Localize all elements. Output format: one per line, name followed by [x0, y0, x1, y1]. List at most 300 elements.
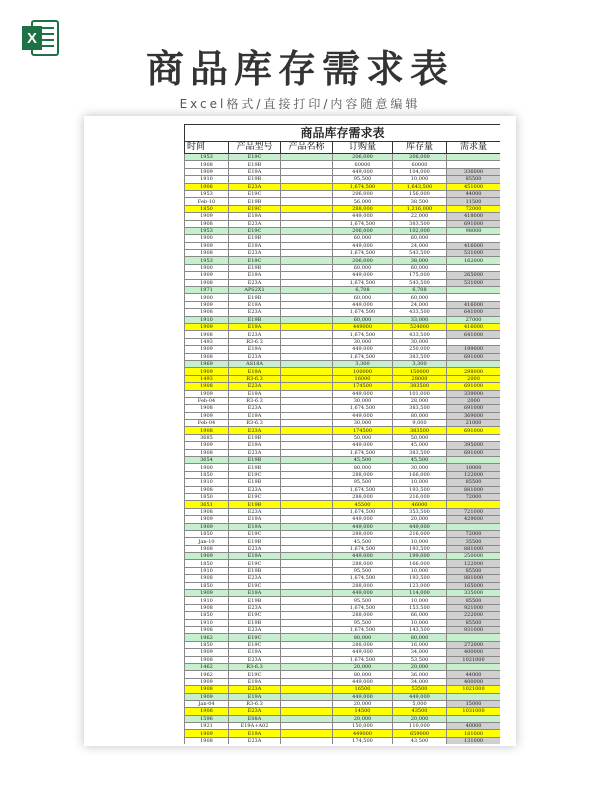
table-cell[interactable]: 1910	[185, 597, 229, 604]
table-cell[interactable]: E19B	[229, 457, 281, 464]
table-cell[interactable]: 449,000	[333, 442, 393, 449]
table-cell[interactable]	[281, 279, 333, 286]
table-cell[interactable]: 1962	[185, 634, 229, 641]
table-cell[interactable]	[281, 516, 333, 523]
table-cell[interactable]: 5,000	[393, 700, 447, 707]
table-cell[interactable]	[281, 154, 333, 161]
table-cell[interactable]	[281, 168, 333, 175]
table-cell[interactable]: E23A	[229, 309, 281, 316]
table-cell[interactable]	[281, 309, 333, 316]
table-cell[interactable]: 1908	[185, 708, 229, 715]
table-cell[interactable]: R3-6.3	[229, 700, 281, 707]
table-cell[interactable]: 336000	[447, 168, 501, 175]
table-cell[interactable]: E08A	[229, 715, 281, 722]
table-cell[interactable]: E19A	[229, 242, 281, 249]
table-cell[interactable]	[281, 390, 333, 397]
table-cell[interactable]: 383,500	[393, 220, 447, 227]
table-cell[interactable]	[281, 442, 333, 449]
table-cell[interactable]: 1,674,500	[333, 545, 393, 552]
table-cell[interactable]: 1909	[185, 242, 229, 249]
table-cell[interactable]: 265000	[447, 272, 501, 279]
table-cell[interactable]: 272000	[447, 641, 501, 648]
table-cell[interactable]: 193,500	[393, 486, 447, 493]
table-cell[interactable]: 30,000	[333, 338, 393, 345]
table-cell[interactable]: 24,000	[393, 242, 447, 249]
table-cell[interactable]: 1031000	[447, 708, 501, 715]
table-cell[interactable]: E23A	[229, 183, 281, 190]
table-cell[interactable]: Jan-04	[185, 700, 229, 707]
table-cell[interactable]: 288,000	[333, 612, 393, 619]
table-cell[interactable]: E19A	[229, 730, 281, 737]
table-cell[interactable]: E19C	[229, 493, 281, 500]
table-cell[interactable]: 1909	[185, 730, 229, 737]
table-cell[interactable]: 1962	[185, 671, 229, 678]
table-cell[interactable]: E19A	[229, 678, 281, 685]
table-cell[interactable]: 1908	[185, 604, 229, 611]
table-cell[interactable]	[447, 264, 501, 271]
table-cell[interactable]	[281, 730, 333, 737]
table-cell[interactable]: 20,000	[333, 700, 393, 707]
table-cell[interactable]: E23A	[229, 353, 281, 360]
table-cell[interactable]	[281, 287, 333, 294]
table-cell[interactable]: 400000	[447, 678, 501, 685]
table-cell[interactable]: 395000	[447, 442, 501, 449]
table-cell[interactable]: 691000	[447, 427, 501, 434]
table-cell[interactable]: 1909	[185, 553, 229, 560]
table-cell[interactable]: 10,000	[393, 597, 447, 604]
table-cell[interactable]: 449,000	[333, 301, 393, 308]
table-cell[interactable]: 216,000	[393, 530, 447, 537]
table-cell[interactable]: 641000	[447, 309, 501, 316]
table-cell[interactable]: E23A	[229, 508, 281, 515]
table-cell[interactable]: 60,000	[333, 316, 393, 323]
table-cell[interactable]: 166,000	[393, 471, 447, 478]
table-cell[interactable]: 36,000	[393, 671, 447, 678]
table-cell[interactable]: 20,000	[333, 715, 393, 722]
table-cell[interactable]	[281, 176, 333, 183]
table-cell[interactable]: 60,000	[333, 294, 393, 301]
table-cell[interactable]: 1909	[185, 301, 229, 308]
table-cell[interactable]: 1900	[185, 294, 229, 301]
table-cell[interactable]	[281, 205, 333, 212]
table-cell[interactable]: 104,000	[393, 168, 447, 175]
table-cell[interactable]: E23A	[229, 545, 281, 552]
table-cell[interactable]: 3,300	[333, 360, 393, 367]
table-cell[interactable]: 881000	[447, 575, 501, 582]
table-cell[interactable]: 28000	[393, 375, 447, 382]
table-cell[interactable]: 1909	[185, 523, 229, 530]
table-cell[interactable]: 659000	[393, 730, 447, 737]
table-cell[interactable]: 156,000	[393, 190, 447, 197]
table-cell[interactable]: 3,300	[393, 360, 447, 367]
table-cell[interactable]	[281, 663, 333, 670]
table-cell[interactable]: 1908	[185, 449, 229, 456]
table-cell[interactable]: 1,674,500	[333, 486, 393, 493]
table-cell[interactable]: E19C	[229, 530, 281, 537]
table-cell[interactable]: 1,216,000	[393, 205, 447, 212]
table-cell[interactable]: 80,000	[393, 412, 447, 419]
table-cell[interactable]: 433,500	[393, 309, 447, 316]
table-cell[interactable]: 150000	[393, 368, 447, 375]
table-cell[interactable]: 34,000	[393, 649, 447, 656]
table-cell[interactable]: 1,674,500	[333, 279, 393, 286]
table-cell[interactable]: 44000	[447, 671, 501, 678]
table-cell[interactable]: 369000	[447, 412, 501, 419]
table-cell[interactable]: 1850	[185, 612, 229, 619]
table-cell[interactable]	[281, 590, 333, 597]
table-cell[interactable]	[281, 227, 333, 234]
table-cell[interactable]: 1908	[185, 353, 229, 360]
table-cell[interactable]: 1910	[185, 176, 229, 183]
table-cell[interactable]: E19C	[229, 154, 281, 161]
table-cell[interactable]: E19A	[229, 553, 281, 560]
table-cell[interactable]: 206,000	[333, 190, 393, 197]
table-cell[interactable]: E19A	[229, 301, 281, 308]
table-cell[interactable]	[281, 612, 333, 619]
table-cell[interactable]: 288,000	[333, 205, 393, 212]
table-cell[interactable]: 288,000	[333, 530, 393, 537]
table-cell[interactable]	[281, 471, 333, 478]
table-cell[interactable]	[281, 678, 333, 685]
table-cell[interactable]: 449,000	[333, 390, 393, 397]
table-cell[interactable]: 10000	[447, 464, 501, 471]
table-cell[interactable]	[281, 198, 333, 205]
table-cell[interactable]: 11500	[447, 198, 501, 205]
table-cell[interactable]: 60,000	[333, 235, 393, 242]
table-cell[interactable]: 43500	[393, 708, 447, 715]
table-cell[interactable]: E19B	[229, 294, 281, 301]
table-cell[interactable]: E19C	[229, 612, 281, 619]
table-cell[interactable]: 288,000	[333, 493, 393, 500]
table-cell[interactable]	[281, 553, 333, 560]
table-cell[interactable]: 1909	[185, 390, 229, 397]
table-cell[interactable]: 449,000	[333, 678, 393, 685]
table-cell[interactable]: E23A	[229, 279, 281, 286]
table-cell[interactable]: 1,674,500	[333, 183, 393, 190]
table-cell[interactable]: 1908	[185, 686, 229, 693]
table-cell[interactable]: E19B	[229, 264, 281, 271]
table-cell[interactable]: 166,000	[393, 560, 447, 567]
table-cell[interactable]: 10,000	[393, 176, 447, 183]
table-cell[interactable]: 10,000	[393, 538, 447, 545]
table-cell[interactable]: 641000	[447, 331, 501, 338]
table-cell[interactable]: E23A	[229, 575, 281, 582]
table-cell[interactable]: E19C	[229, 582, 281, 589]
table-cell[interactable]	[447, 693, 501, 700]
table-cell[interactable]: 1900	[185, 264, 229, 271]
table-cell[interactable]	[281, 723, 333, 730]
table-cell[interactable]: Feb-10	[185, 198, 229, 205]
table-cell[interactable]	[281, 346, 333, 353]
table-cell[interactable]: 3654	[185, 457, 229, 464]
table-cell[interactable]: 288,000	[333, 641, 393, 648]
table-cell[interactable]: 1,643,500	[393, 183, 447, 190]
table-cell[interactable]: 1910	[185, 567, 229, 574]
table-cell[interactable]: 250000	[447, 553, 501, 560]
table-cell[interactable]: E19A	[229, 390, 281, 397]
table-cell[interactable]: 16500	[333, 686, 393, 693]
table-cell[interactable]: 193,500	[393, 545, 447, 552]
table-cell[interactable]	[447, 663, 501, 670]
table-cell[interactable]: 85500	[447, 176, 501, 183]
table-cell[interactable]: 1,674,500	[333, 220, 393, 227]
table-cell[interactable]: 451000	[447, 183, 501, 190]
table-cell[interactable]	[281, 575, 333, 582]
table-cell[interactable]: 206,000	[333, 154, 393, 161]
table-cell[interactable]	[281, 368, 333, 375]
table-cell[interactable]: Feb-04	[185, 420, 229, 427]
table-cell[interactable]: E19A	[229, 516, 281, 523]
table-cell[interactable]	[281, 257, 333, 264]
table-cell[interactable]: Feb-04	[185, 397, 229, 404]
table-cell[interactable]: 288,000	[333, 471, 393, 478]
table-cell[interactable]: 60000	[393, 161, 447, 168]
table-cell[interactable]: E23A	[229, 250, 281, 257]
table-cell[interactable]: 1971	[185, 287, 229, 294]
table-cell[interactable]: 30,000	[393, 338, 447, 345]
table-cell[interactable]: 881000	[447, 545, 501, 552]
table-cell[interactable]	[281, 264, 333, 271]
table-cell[interactable]	[281, 649, 333, 656]
table-cell[interactable]: 1909	[185, 516, 229, 523]
table-cell[interactable]	[281, 604, 333, 611]
table-cell[interactable]: 1850	[185, 530, 229, 537]
table-cell[interactable]	[281, 294, 333, 301]
table-cell[interactable]	[447, 235, 501, 242]
table-cell[interactable]	[281, 250, 333, 257]
table-cell[interactable]: E23A	[229, 449, 281, 456]
table-cell[interactable]: 1,674,500	[333, 250, 393, 257]
table-cell[interactable]: 449,000	[393, 523, 447, 530]
table-cell[interactable]: 122000	[447, 471, 501, 478]
table-cell[interactable]	[281, 397, 333, 404]
table-cell[interactable]: E19A	[229, 442, 281, 449]
table-cell[interactable]: 1908	[185, 427, 229, 434]
table-cell[interactable]: 691000	[447, 405, 501, 412]
table-cell[interactable]: 383,500	[393, 405, 447, 412]
table-cell[interactable]: 20,000	[393, 663, 447, 670]
table-cell[interactable]: 1596	[185, 715, 229, 722]
table-cell[interactable]: 2000	[447, 375, 501, 382]
table-cell[interactable]: E23A	[229, 708, 281, 715]
table-cell[interactable]: 174,500	[333, 737, 393, 744]
table-cell[interactable]: 691000	[447, 220, 501, 227]
table-cell[interactable]: E19B	[229, 464, 281, 471]
table-cell[interactable]	[281, 353, 333, 360]
table-cell[interactable]	[281, 242, 333, 249]
table-cell[interactable]: 1909	[185, 678, 229, 685]
table-cell[interactable]: E19A	[229, 213, 281, 220]
table-cell[interactable]	[281, 560, 333, 567]
table-cell[interactable]	[281, 641, 333, 648]
table-cell[interactable]: 288,000	[333, 560, 393, 567]
table-cell[interactable]: 1908	[185, 545, 229, 552]
table-cell[interactable]: 1493	[185, 338, 229, 345]
table-cell[interactable]: 10,000	[393, 479, 447, 486]
table-cell[interactable]: 9,000	[393, 420, 447, 427]
table-cell[interactable]: 72000	[447, 205, 501, 212]
table-cell[interactable]: 20,000	[393, 715, 447, 722]
table-cell[interactable]: 14500	[333, 708, 393, 715]
table-cell[interactable]: E19C	[229, 471, 281, 478]
table-cell[interactable]: 1908	[185, 486, 229, 493]
table-cell[interactable]: E19B	[229, 176, 281, 183]
table-cell[interactable]	[281, 272, 333, 279]
table-cell[interactable]: 1909	[185, 272, 229, 279]
table-cell[interactable]: 400000	[447, 649, 501, 656]
table-cell[interactable]: E19C	[229, 190, 281, 197]
table-cell[interactable]: 45500	[333, 501, 393, 508]
table-cell[interactable]: 44000	[447, 190, 501, 197]
table-cell[interactable]: 353,500	[393, 508, 447, 515]
table-cell[interactable]: 1850	[185, 471, 229, 478]
table-cell[interactable]	[281, 508, 333, 515]
table-cell[interactable]: 449,000	[333, 168, 393, 175]
table-cell[interactable]	[281, 434, 333, 441]
table-cell[interactable]: 95,500	[333, 567, 393, 574]
table-cell[interactable]: 174500	[333, 427, 393, 434]
table-cell[interactable]: 85500	[447, 567, 501, 574]
table-cell[interactable]: APS2X1	[229, 287, 281, 294]
table-cell[interactable]: 449,000	[333, 516, 393, 523]
table-cell[interactable]	[281, 567, 333, 574]
table-cell[interactable]: 143,500	[393, 627, 447, 634]
table-cell[interactable]: 15000	[447, 700, 501, 707]
table-cell[interactable]: 165000	[447, 582, 501, 589]
table-cell[interactable]: 199,000	[393, 553, 447, 560]
table-cell[interactable]: 1850	[185, 205, 229, 212]
table-cell[interactable]: 162000	[447, 257, 501, 264]
table-cell[interactable]: 1921	[185, 723, 229, 730]
table-cell[interactable]: 80,000	[333, 464, 393, 471]
table-cell[interactable]: 449,000	[333, 693, 393, 700]
table-cell[interactable]: 181000	[447, 730, 501, 737]
table-cell[interactable]: 1850	[185, 582, 229, 589]
table-cell[interactable]: 416000	[447, 242, 501, 249]
table-cell[interactable]: 1910	[185, 619, 229, 626]
table-cell[interactable]: 1908	[185, 279, 229, 286]
table-cell[interactable]: 1900	[185, 464, 229, 471]
table-cell[interactable]: 30,000	[393, 464, 447, 471]
table-cell[interactable]: 1,674,500	[333, 604, 393, 611]
table-cell[interactable]: R3-6.3	[229, 420, 281, 427]
table-cell[interactable]: 50,000	[393, 434, 447, 441]
table-cell[interactable]: 6,708	[333, 287, 393, 294]
table-cell[interactable]: 35500	[447, 538, 501, 545]
table-cell[interactable]: E19A	[229, 523, 281, 530]
table-cell[interactable]: 95,500	[333, 619, 393, 626]
table-cell[interactable]	[281, 412, 333, 419]
table-cell[interactable]: 38,500	[393, 198, 447, 205]
table-cell[interactable]: 449,000	[393, 693, 447, 700]
table-cell[interactable]: 95,500	[333, 176, 393, 183]
table-cell[interactable]: E23A	[229, 604, 281, 611]
table-cell[interactable]: 20,000	[333, 663, 393, 670]
table-cell[interactable]: 60,000	[393, 294, 447, 301]
table-cell[interactable]: 72000	[447, 493, 501, 500]
table-cell[interactable]: 1021000	[447, 686, 501, 693]
table-cell[interactable]: 1909	[185, 412, 229, 419]
table-cell[interactable]	[447, 287, 501, 294]
table-cell[interactable]: 1908	[185, 183, 229, 190]
table-cell[interactable]: 881000	[447, 486, 501, 493]
table-cell[interactable]: 45,000	[393, 442, 447, 449]
table-cell[interactable]: 691000	[447, 383, 501, 390]
table-cell[interactable]: 449000	[333, 323, 393, 330]
table-cell[interactable]	[281, 420, 333, 427]
table-cell[interactable]: 1900	[185, 235, 229, 242]
table-cell[interactable]	[281, 161, 333, 168]
table-cell[interactable]: AS18A	[229, 360, 281, 367]
table-cell[interactable]: 543,500	[393, 279, 447, 286]
table-cell[interactable]: 150,000	[333, 723, 393, 730]
table-cell[interactable]	[281, 545, 333, 552]
table-cell[interactable]: 98000	[447, 227, 501, 234]
table-cell[interactable]: 38,000	[393, 257, 447, 264]
table-cell[interactable]: E23A	[229, 486, 281, 493]
table-cell[interactable]	[281, 338, 333, 345]
table-cell[interactable]: 174500	[333, 383, 393, 390]
table-cell[interactable]: 543,500	[393, 250, 447, 257]
table-cell[interactable]: 1850	[185, 493, 229, 500]
table-cell[interactable]: 16000	[333, 375, 393, 382]
table-cell[interactable]: 691000	[447, 449, 501, 456]
table-cell[interactable]: 383,500	[393, 449, 447, 456]
table-cell[interactable]: E19A	[229, 590, 281, 597]
table-cell[interactable]: E19B	[229, 316, 281, 323]
table-cell[interactable]: 531000	[447, 250, 501, 257]
table-cell[interactable]: 1909	[185, 213, 229, 220]
table-cell[interactable]: E19B	[229, 597, 281, 604]
table-cell[interactable]: 21000	[447, 420, 501, 427]
table-cell[interactable]	[281, 360, 333, 367]
table-cell[interactable]: 1909	[185, 323, 229, 330]
table-cell[interactable]: 383500	[393, 427, 447, 434]
table-cell[interactable]: 1908	[185, 737, 229, 744]
table-cell[interactable]	[281, 190, 333, 197]
table-cell[interactable]: 1909	[185, 168, 229, 175]
table-cell[interactable]: 1,674,500	[333, 449, 393, 456]
table-cell[interactable]	[281, 383, 333, 390]
table-cell[interactable]: 33,000	[393, 316, 447, 323]
table-cell[interactable]: 449,000	[333, 412, 393, 419]
table-cell[interactable]	[281, 479, 333, 486]
table-cell[interactable]: 1493	[185, 375, 229, 382]
table-cell[interactable]: 1908	[185, 220, 229, 227]
table-cell[interactable]: 30,000	[333, 420, 393, 427]
table-cell[interactable]: E23A	[229, 427, 281, 434]
table-cell[interactable]: 66,000	[393, 612, 447, 619]
table-cell[interactable]: 1953	[185, 190, 229, 197]
table-cell[interactable]	[281, 183, 333, 190]
table-cell[interactable]: 383500	[393, 383, 447, 390]
table-cell[interactable]: 3685	[185, 434, 229, 441]
table-cell[interactable]: 53500	[393, 686, 447, 693]
table-cell[interactable]: 1908	[185, 656, 229, 663]
table-cell[interactable]: 1908	[185, 161, 229, 168]
table-cell[interactable]	[447, 634, 501, 641]
table-cell[interactable]: 449,000	[333, 590, 393, 597]
table-cell[interactable]: 721000	[447, 508, 501, 515]
table-cell[interactable]: 216,000	[393, 493, 447, 500]
table-cell[interactable]: 80,000	[333, 634, 393, 641]
table-cell[interactable]: 339000	[447, 390, 501, 397]
table-cell[interactable]: E19B	[229, 198, 281, 205]
table-cell[interactable]	[281, 213, 333, 220]
table-cell[interactable]: E19B	[229, 161, 281, 168]
table-cell[interactable]	[281, 530, 333, 537]
table-cell[interactable]: E19B	[229, 619, 281, 626]
